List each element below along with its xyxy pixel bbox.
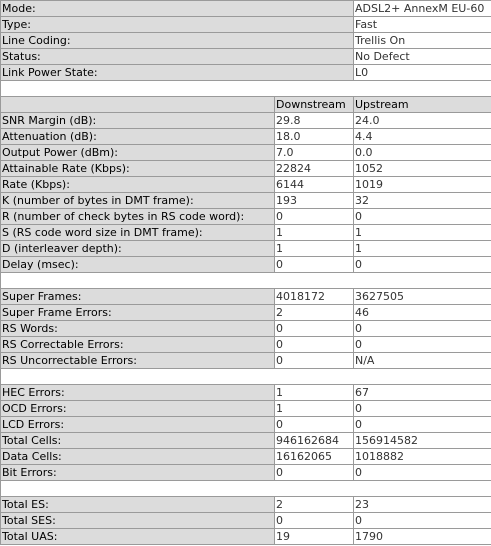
row-label: K (number of bytes in DMT frame): bbox=[1, 193, 275, 209]
row-value: ADSL2+ AnnexM EU-60 bbox=[354, 1, 491, 17]
downstream-value: 0 bbox=[275, 417, 354, 433]
spacer-row bbox=[1, 481, 491, 497]
upstream-value: 156914582 bbox=[354, 433, 491, 449]
row-label: Attenuation (dB): bbox=[1, 129, 275, 145]
row-label: S (RS code word size in DMT frame): bbox=[1, 225, 275, 241]
row-value: L0 bbox=[354, 65, 491, 81]
row-value: Trellis On bbox=[354, 33, 491, 49]
table-row bbox=[1, 209, 491, 225]
spacer-row bbox=[1, 369, 491, 385]
downstream-value: 6144 bbox=[275, 177, 354, 193]
table-row bbox=[1, 353, 491, 369]
table-row bbox=[1, 161, 491, 177]
row-label: Line Coding: bbox=[1, 33, 354, 49]
upstream-value: 0 bbox=[354, 465, 491, 481]
upstream-value: 23 bbox=[354, 497, 491, 513]
row-label: Data Cells: bbox=[1, 449, 275, 465]
downstream-value: 193 bbox=[275, 193, 354, 209]
table-row bbox=[1, 529, 491, 545]
downstream-value: 0 bbox=[275, 257, 354, 273]
table-row bbox=[1, 225, 491, 241]
header-blank bbox=[1, 97, 275, 113]
table-row bbox=[1, 417, 491, 433]
downstream-value: 1 bbox=[275, 225, 354, 241]
table-row bbox=[1, 129, 491, 145]
upstream-value: 3627505 bbox=[354, 289, 491, 305]
row-label: RS Correctable Errors: bbox=[1, 337, 275, 353]
upstream-value: 1018882 bbox=[354, 449, 491, 465]
row-label: Total UAS: bbox=[1, 529, 275, 545]
row-label: LCD Errors: bbox=[1, 417, 275, 433]
row-label: R (number of check bytes in RS code word): bbox=[1, 209, 275, 225]
row-label: D (interleaver depth): bbox=[1, 241, 275, 257]
table-row bbox=[1, 17, 491, 33]
table-row bbox=[1, 65, 491, 81]
table-row bbox=[1, 337, 491, 353]
row-label: Attainable Rate (Kbps): bbox=[1, 161, 275, 177]
table-row bbox=[1, 145, 491, 161]
downstream-value: 1 bbox=[275, 385, 354, 401]
downstream-value: 0 bbox=[275, 465, 354, 481]
upstream-value: 1 bbox=[354, 241, 491, 257]
upstream-value: N/A bbox=[354, 353, 491, 369]
downstream-value: 0 bbox=[275, 337, 354, 353]
table-row bbox=[1, 241, 491, 257]
downstream-value: 946162684 bbox=[275, 433, 354, 449]
table-row bbox=[1, 321, 491, 337]
table-row bbox=[1, 305, 491, 321]
downstream-value: 22824 bbox=[275, 161, 354, 177]
downstream-header: Downstream bbox=[275, 97, 354, 113]
table-row bbox=[1, 385, 491, 401]
upstream-value: 0.0 bbox=[354, 145, 491, 161]
header-row bbox=[1, 97, 491, 113]
row-value: Fast bbox=[354, 17, 491, 33]
row-label: Super Frame Errors: bbox=[1, 305, 275, 321]
row-label: OCD Errors: bbox=[1, 401, 275, 417]
row-label: Delay (msec): bbox=[1, 257, 275, 273]
table-row bbox=[1, 49, 491, 65]
table-row bbox=[1, 465, 491, 481]
downstream-value: 1 bbox=[275, 401, 354, 417]
row-label: Link Power State: bbox=[1, 65, 354, 81]
downstream-value: 0 bbox=[275, 353, 354, 369]
downstream-value: 2 bbox=[275, 497, 354, 513]
upstream-value: 0 bbox=[354, 513, 491, 529]
table-row bbox=[1, 113, 491, 129]
table-row bbox=[1, 193, 491, 209]
table-row bbox=[1, 433, 491, 449]
upstream-value: 1052 bbox=[354, 161, 491, 177]
upstream-value: 24.0 bbox=[354, 113, 491, 129]
row-label: Total SES: bbox=[1, 513, 275, 529]
upstream-value: 67 bbox=[354, 385, 491, 401]
upstream-value: 1790 bbox=[354, 529, 491, 545]
row-label: Bit Errors: bbox=[1, 465, 275, 481]
table-row bbox=[1, 257, 491, 273]
table-row bbox=[1, 449, 491, 465]
table-row bbox=[1, 513, 491, 529]
stats-body bbox=[1, 1, 491, 545]
upstream-value: 32 bbox=[354, 193, 491, 209]
row-label: Total ES: bbox=[1, 497, 275, 513]
table-row bbox=[1, 289, 491, 305]
row-label: HEC Errors: bbox=[1, 385, 275, 401]
upstream-value: 0 bbox=[354, 417, 491, 433]
row-label: SNR Margin (dB): bbox=[1, 113, 275, 129]
row-label: RS Words: bbox=[1, 321, 275, 337]
row-label: Super Frames: bbox=[1, 289, 275, 305]
row-label: Output Power (dBm): bbox=[1, 145, 275, 161]
row-label: Status: bbox=[1, 49, 354, 65]
upstream-value: 1019 bbox=[354, 177, 491, 193]
upstream-value: 0 bbox=[354, 401, 491, 417]
row-label: Mode: bbox=[1, 1, 354, 17]
upstream-value: 0 bbox=[354, 321, 491, 337]
upstream-value: 0 bbox=[354, 337, 491, 353]
spacer-row bbox=[1, 81, 491, 97]
upstream-value: 0 bbox=[354, 209, 491, 225]
upstream-value: 0 bbox=[354, 257, 491, 273]
downstream-value: 18.0 bbox=[275, 129, 354, 145]
downstream-value: 0 bbox=[275, 209, 354, 225]
downstream-value: 29.8 bbox=[275, 113, 354, 129]
table-row bbox=[1, 401, 491, 417]
downstream-value: 0 bbox=[275, 321, 354, 337]
table-row bbox=[1, 33, 491, 49]
row-label: Total Cells: bbox=[1, 433, 275, 449]
upstream-value: 1 bbox=[354, 225, 491, 241]
downstream-value: 4018172 bbox=[275, 289, 354, 305]
upstream-value: 4.4 bbox=[354, 129, 491, 145]
table-row bbox=[1, 1, 491, 17]
downstream-value: 1 bbox=[275, 241, 354, 257]
downstream-value: 2 bbox=[275, 305, 354, 321]
row-label: Type: bbox=[1, 17, 354, 33]
row-label: RS Uncorrectable Errors: bbox=[1, 353, 275, 369]
downstream-value: 16162065 bbox=[275, 449, 354, 465]
upstream-header: Upstream bbox=[354, 97, 491, 113]
downstream-value: 0 bbox=[275, 513, 354, 529]
downstream-value: 19 bbox=[275, 529, 354, 545]
spacer-row bbox=[1, 273, 491, 289]
upstream-value: 46 bbox=[354, 305, 491, 321]
table-row bbox=[1, 497, 491, 513]
row-value: No Defect bbox=[354, 49, 491, 65]
table-row bbox=[1, 177, 491, 193]
downstream-value: 7.0 bbox=[275, 145, 354, 161]
row-label: Rate (Kbps): bbox=[1, 177, 275, 193]
